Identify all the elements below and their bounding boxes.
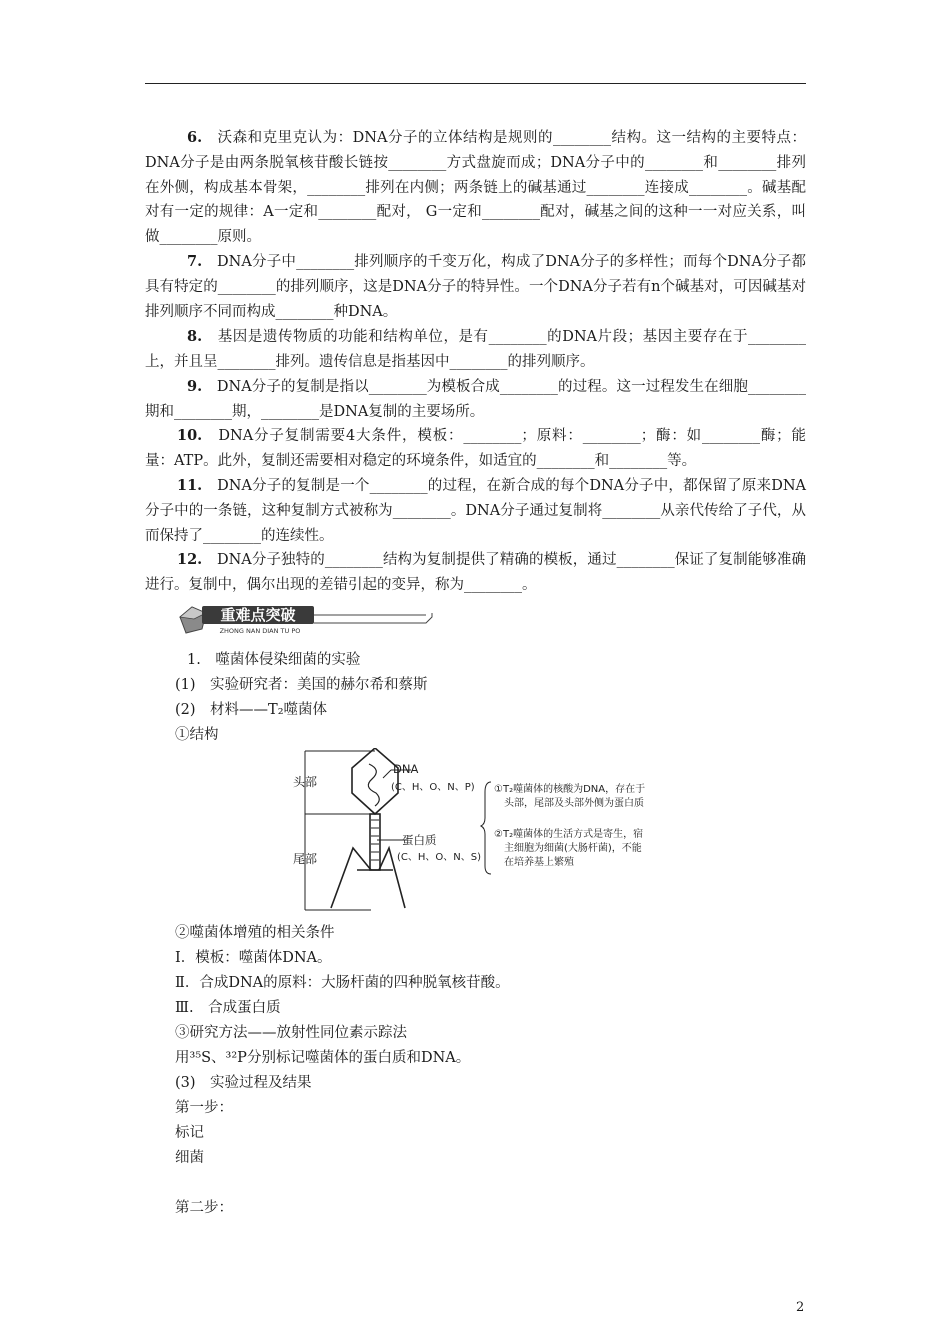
question-9: 9. DNA分子的复制是指以________为模板合成________的过程。这一过程发生在细胞________期和________期，________是DNA复制的主要场所。: [145, 378, 806, 420]
phage-tail-sheath: [370, 814, 380, 870]
labeling-line: 用³⁵S、³²P分别标记噬菌体的蛋白质和DNA。: [175, 1050, 471, 1066]
step-2: 第二步：: [175, 1200, 233, 1216]
header-rule: [145, 83, 806, 84]
question-8: 8. 基因是遗传物质的功能和结构单位，是有________的DNA片段；基因主要存在于________上，并且呈________排列。遗传信息是指基因中________的排列顺序。: [145, 328, 806, 370]
phage-structure-diagram: [285, 748, 705, 916]
note1-line1: ①T₂噬菌体的核酸为DNA，存在于: [494, 784, 646, 795]
banner-title: 重难点突破: [220, 606, 296, 624]
condition-3: Ⅲ. 合成蛋白质: [175, 1000, 281, 1016]
researcher-line: (1) 实验研究者：美国的赫尔希和蔡斯: [175, 677, 428, 693]
note2-line1: ②T₂噬菌体的生活方式是寄生，宿: [494, 829, 644, 840]
material-line: (2) 材料——T₂噬菌体: [175, 702, 328, 718]
question-7: 7. DNA分子中________排列顺序的千变万化，构成了DNA分子的多样性；而每个DNA分子都具有特定的________的排列顺序，这是DNA分子的特异性。一个DNA分子若有n个碱基对，可因碱基对排列顺序不同而构成________种DNA。: [145, 253, 806, 320]
note1-line2: 头部，尾部及头部外侧为蛋白质: [504, 798, 644, 809]
note2-line2: 主细胞为细菌(大肠杆菌)，不能: [504, 843, 642, 854]
banner-subtitle: ZHONG NAN DIAN TU PO: [219, 627, 301, 635]
section-banner: [176, 603, 436, 635]
method-line: ③研究方法——放射性同位素示踪法: [175, 1025, 407, 1041]
question-11: 11. DNA分子的复制是一个________的过程，在新合成的每个DNA分子中，都保留了原来DNA分子中的一条链，这种复制方式被称为________。DNA分子通过复制将________从亲代传给了子代，从而保持了________的连续性。: [145, 477, 807, 544]
note2-line3: 在培养基上繁殖: [504, 857, 574, 868]
dna-elements: (C、H、O、N、P): [391, 782, 475, 793]
protein-elements: (C、H、O、N、S): [397, 852, 482, 863]
conditions-title: ②噬菌体增殖的相关条件: [175, 925, 335, 941]
protein-label: 蛋白质: [402, 833, 437, 847]
structure-line: ①结构: [175, 727, 219, 743]
page-number: 2: [796, 1300, 805, 1315]
question-10: 10. DNA分子复制需要4大条件，模板：________；原料：________；酶：如________酶；能量：ATP。此外，复制还需要相对稳定的环境条件，如适宜的________和________等。: [145, 427, 807, 469]
dna-label: DNA: [393, 762, 419, 776]
condition-1: Ⅰ．模板：噬菌体DNA。: [175, 950, 332, 966]
tail-label: 尾部: [293, 852, 318, 866]
section-heading: 1. 噬菌体侵染细菌的实验: [187, 652, 361, 668]
label-mark: 标记: [175, 1125, 204, 1141]
question-6: 6. 沃森和克里克认为：DNA分子的立体结构是规则的________结构。这一结构的主要特点：DNA分子是由两条脱氧核苷酸长链按________方式盘旋而成；DNA分子中的________和________排列在外侧，构成基本骨架，________排列在内侧；两条链上的碱基通过________连接成________。碱基配对有一定的规律：A一定和________配对， G一定和________配对，碱基之间的这种一一对应关系，叫做________原则。: [145, 129, 806, 246]
head-label: 头部: [293, 775, 318, 789]
question-12: 12. DNA分子独特的________结构为复制提供了精确的模板，通过________保证了复制能够准确进行。复制中，偶尔出现的差错引起的变异，称为________。: [145, 551, 806, 593]
step-1: 第一步：: [175, 1100, 233, 1116]
phage-head: [352, 748, 398, 814]
process-line: (3) 实验过程及结果: [175, 1075, 312, 1091]
label-bacteria: 细菌: [175, 1150, 204, 1166]
tail-fiber-left: [331, 848, 371, 908]
dna-coil: [368, 764, 379, 806]
condition-2: Ⅱ．合成DNA的原料：大肠杆菌的四种脱氧核苷酸。: [175, 975, 510, 991]
